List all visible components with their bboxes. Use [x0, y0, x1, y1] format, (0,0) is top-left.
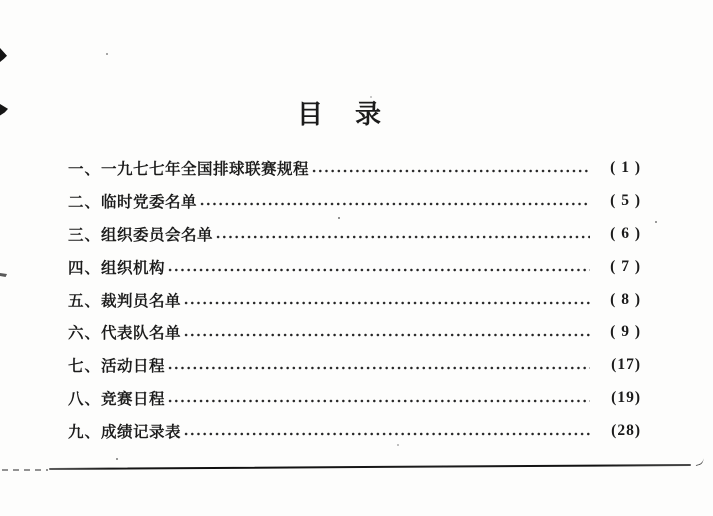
toc-entry-index: 九、 [68, 423, 102, 441]
toc-entry [68, 250, 641, 283]
toc-entry-leader-dots [183, 426, 590, 442]
toc-entry [68, 414, 641, 447]
toc-entry-leader-dots [167, 360, 590, 376]
bottom-rule-end-hook [694, 458, 704, 466]
scan-speck [397, 444, 399, 446]
toc-entry-index: 二、 [68, 194, 102, 212]
toc-entry-leader-dots [311, 163, 590, 179]
scan-speck [655, 221, 657, 223]
toc-list [68, 152, 641, 447]
scan-artifact-left-edge-3 [0, 272, 7, 277]
scan-speck [106, 53, 108, 55]
bottom-rule-dashes [2, 469, 48, 471]
toc-entry [68, 283, 641, 316]
toc-entry-title: 代表队名单 [101, 325, 182, 343]
toc-entry-page: ( 9 ) [610, 323, 641, 341]
toc-entry-index: 七、 [68, 358, 102, 376]
toc-entry-page: ( 8 ) [610, 290, 641, 308]
toc-entry-title: 一九七七年全国排球联赛规程 [101, 161, 310, 179]
toc-entry [68, 316, 641, 349]
page-title [0, 101, 696, 130]
toc-entry-page: ( 7 ) [610, 257, 641, 275]
toc-entry-index: 三、 [68, 226, 102, 244]
toc-entry [68, 349, 641, 382]
toc-entry [68, 218, 641, 251]
toc-entry-leader-dots [183, 327, 590, 343]
toc-entry-leader-dots [199, 196, 590, 212]
toc-entry [68, 152, 641, 185]
toc-entry-index: 八、 [68, 390, 102, 408]
toc-entry-title: 竞赛日程 [101, 390, 166, 408]
toc-entry-index: 六、 [68, 325, 102, 343]
toc-entry-leader-dots [183, 295, 590, 311]
toc-entry-leader-dots [167, 262, 590, 278]
scan-speck [338, 217, 340, 219]
toc-entry-page: ( 6 ) [610, 224, 641, 242]
toc-entry-title: 成绩记录表 [101, 423, 182, 441]
toc-entry [68, 185, 641, 218]
toc-entry-title: 组织委员会名单 [101, 226, 214, 244]
toc-entry-page: (17) [611, 356, 641, 374]
scan-artifact-left-edge-1 [0, 48, 7, 62]
toc-entry-leader-dots [167, 393, 590, 409]
toc-entry-index: 五、 [68, 292, 102, 310]
page-title-char-left: 目 [296, 100, 324, 129]
toc-entry-page: (19) [611, 388, 641, 406]
toc-entry-title: 裁判员名单 [101, 292, 182, 310]
toc-entry-page: (28) [611, 421, 641, 439]
scan-speck [116, 458, 118, 460]
page-title-char-right: 录 [355, 100, 383, 129]
scan-speck [370, 96, 372, 98]
toc-entry-page: ( 1 ) [610, 159, 641, 177]
toc-entry-leader-dots [215, 229, 590, 245]
toc-entry-index: 一、 [68, 161, 102, 179]
toc-entry [68, 382, 641, 415]
toc-entry-title: 活动日程 [101, 358, 166, 376]
toc-entry-page: ( 5 ) [610, 192, 641, 210]
toc-entry-index: 四、 [68, 259, 102, 277]
toc-entry-title: 组织机构 [101, 259, 166, 277]
toc-entry-title: 临时党委名单 [101, 194, 198, 212]
bottom-rule-line [49, 464, 691, 470]
